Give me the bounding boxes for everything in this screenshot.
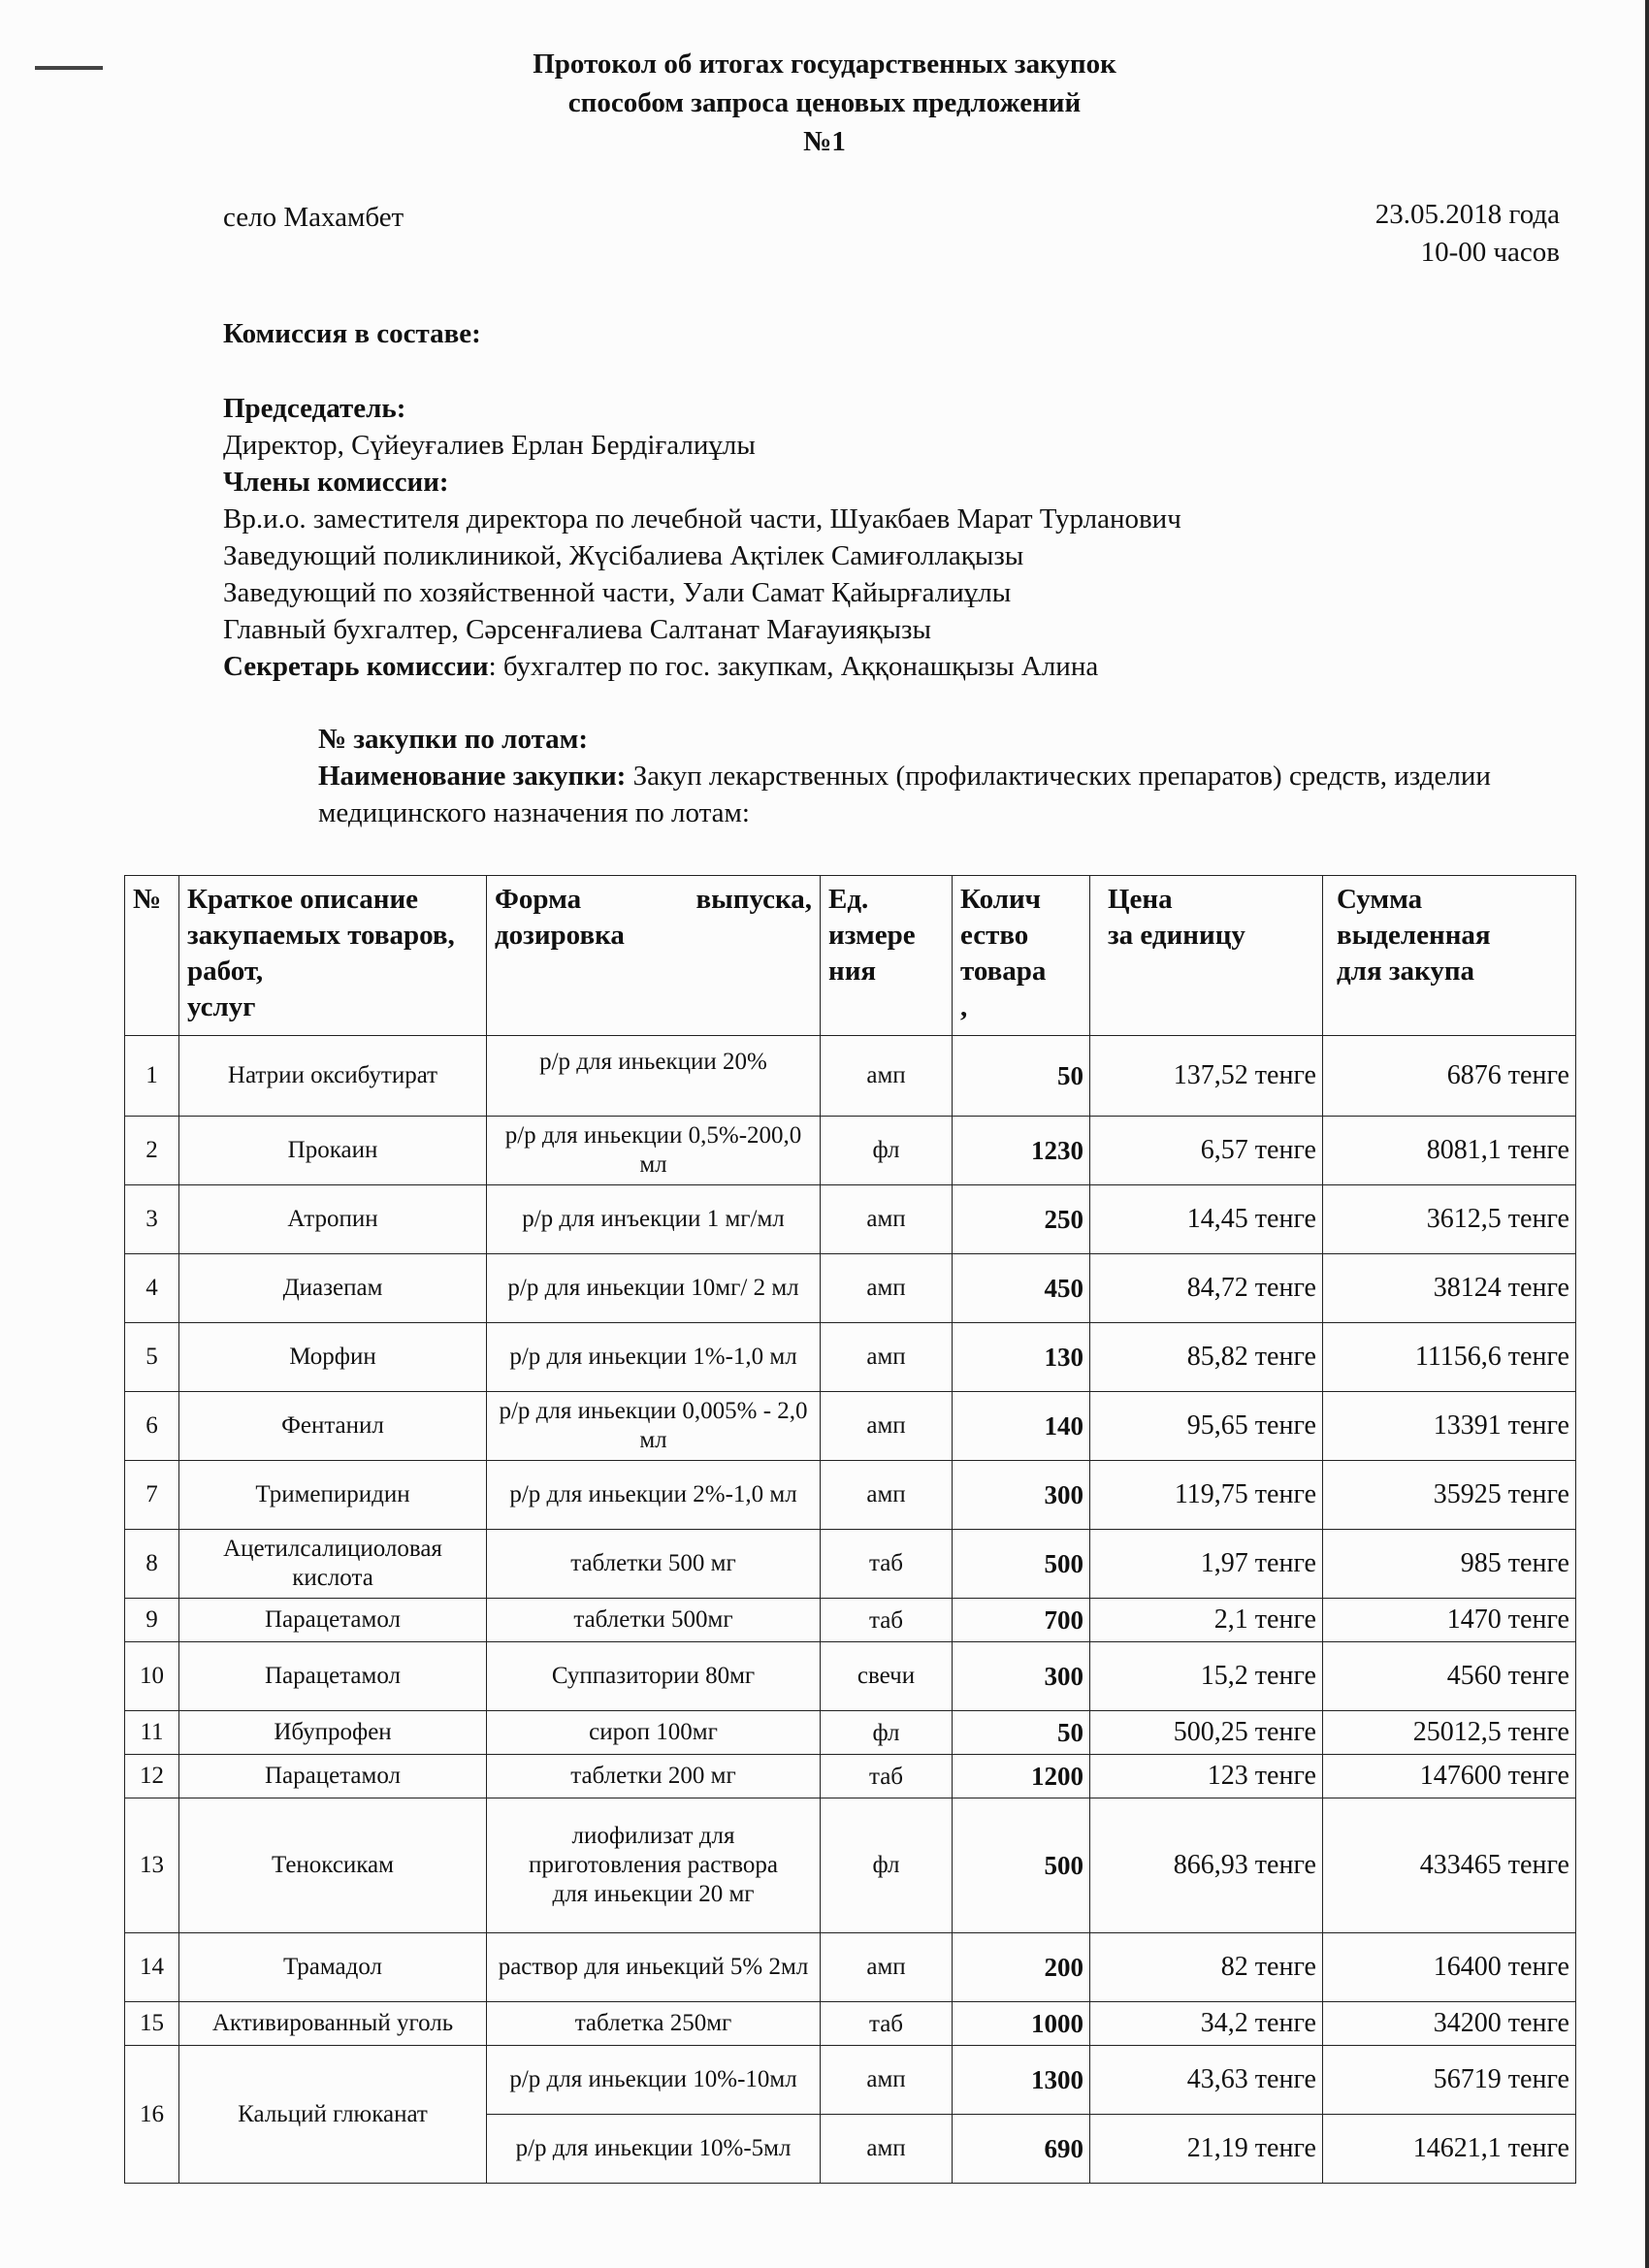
cell-sum: 38124 тенге [1323,1254,1576,1323]
table-row [125,1933,1576,2002]
header-line: ество [960,920,1029,951]
time: 10-00 часов [1420,237,1560,268]
chair: Директор, Сүйеуғалиев Ерлан Бердіғалиұлы [223,430,756,461]
table-row [125,1461,1576,1530]
member: Заведующий поликлиникой, Жүсібалиева Ақтілек Самиғоллақызы [223,540,1024,571]
cell-quantity: 200 [953,1933,1090,2002]
table-row [125,2002,1576,2046]
cell-form: сироп 100мг [487,1711,821,1755]
procurement-name [223,758,1560,831]
header-sum [1323,876,1576,1036]
lots-section [223,721,1560,831]
table-row [125,1254,1576,1323]
cell-form: р/р для иньекции 10%-10мл [487,2046,821,2115]
cell-num: 16 [125,2046,179,2184]
cell-num: 6 [125,1392,179,1461]
cell-name: Теноксикам [179,1798,487,1933]
cell-sum: 1470 тенге [1323,1599,1576,1642]
table-row [125,1036,1576,1117]
cell-num: 15 [125,2002,179,2046]
cell-price: 123 тенге [1090,1755,1323,1798]
cell-num: 13 [125,1798,179,1933]
cell-unit: фл [821,1711,953,1755]
header-line: Сумма [1337,884,1423,915]
cell-name: Активированный уголь [179,2002,487,2046]
cell-name: Кальций глюканат [179,2046,487,2184]
chair-label: Председатель: [223,393,406,424]
cell-sum: 147600 тенге [1323,1755,1576,1798]
cell-price: 137,52 тенге [1090,1036,1323,1117]
cell-name: Натрии оксибутират [179,1036,487,1117]
document-title [0,45,1649,161]
cell-name: Фентанил [179,1392,487,1461]
cell-sum: 433465 тенге [1323,1798,1576,1933]
cell-form: р/р для иньекции 1%-1,0 мл [487,1323,821,1392]
cell-price: 6,57 тенге [1090,1117,1323,1185]
cell-sum: 13391 тенге [1323,1392,1576,1461]
cell-quantity: 300 [953,1642,1090,1711]
cell-form: р/р для иньекции 10мг/ 2 мл [487,1254,821,1323]
header-line: закупаемых [187,920,340,951]
cell-price: 1,97 тенге [1090,1530,1323,1599]
cell-name: Парацетамол [179,1599,487,1642]
cell-price: 14,45 тенге [1090,1185,1323,1254]
header-line: Колич [960,884,1042,915]
cell-sum: 3612,5 тенге [1323,1185,1576,1254]
cell-unit: таб [821,1755,953,1798]
header-num: № [125,876,179,1036]
header-line: товаров, работ, [187,920,455,987]
place: село Махамбет [223,202,404,233]
cell-unit: амп [821,1461,953,1530]
cell-unit: фл [821,1117,953,1185]
table-row [125,1642,1576,1711]
cell-price: 95,65 тенге [1090,1392,1323,1461]
cell-num: 1 [125,1036,179,1117]
cell-unit: амп [821,1185,953,1254]
header-price [1090,876,1323,1036]
cell-num: 9 [125,1599,179,1642]
title-number: №1 [803,126,846,157]
cell-sum: 35925 тенге [1323,1461,1576,1530]
secretary-label: Секретарь комиссии [223,651,489,682]
cell-form: раствор для иньекций 5% 2мл [487,1933,821,2002]
cell-num: 4 [125,1254,179,1323]
table-row [125,2046,1576,2115]
members-label: Члены комиссии: [223,467,449,498]
cell-quantity: 130 [953,1323,1090,1392]
cell-quantity: 700 [953,1599,1090,1642]
date: 23.05.2018 года [1374,199,1560,230]
cell-form: р/р для иньекции 10%-5мл [487,2115,821,2184]
cell-price: 500,25 тенге [1090,1711,1323,1755]
table-row [125,1117,1576,1185]
header-line: Ед. [828,884,869,915]
cell-sum: 8081,1 тенге [1323,1117,1576,1185]
secretary [223,648,1581,685]
cell-name: Прокаин [179,1117,487,1185]
cell-num: 8 [125,1530,179,1599]
cell-num: 5 [125,1323,179,1392]
cell-price: 84,72 тенге [1090,1254,1323,1323]
cell-unit: амп [821,1933,953,2002]
cell-sum: 34200 тенге [1323,2002,1576,2046]
cell-quantity: 140 [953,1392,1090,1461]
cell-form: таблетки 500мг [487,1599,821,1642]
cell-sum: 14621,1 тенге [1323,2115,1576,2184]
commission-members [223,390,1581,685]
cell-name: Парацетамол [179,1642,487,1711]
header-line: для закупа [1337,956,1475,987]
cell-name: Ибупрофен [179,1711,487,1755]
table-row [125,1755,1576,1798]
cell-name: Трамадол [179,1933,487,2002]
date-time [1375,196,1560,272]
cell-unit: таб [821,1599,953,1642]
cell-num: 7 [125,1461,179,1530]
header-form [487,876,821,1036]
table-header-row [125,876,1576,1036]
cell-num: 14 [125,1933,179,2002]
title-line: способом запроса ценовых предложений [567,87,1082,118]
header-line: за единицу [1108,920,1245,951]
table-row [125,1599,1576,1642]
cell-quantity: 250 [953,1185,1090,1254]
member: Главный бухгалтер, Сәрсенғалиева Салтанат Мағауияқызы [223,614,931,645]
table-row [125,1530,1576,1599]
cell-price: 866,93 тенге [1090,1798,1323,1933]
cell-unit: амп [821,1036,953,1117]
cell-quantity: 1200 [953,1755,1090,1798]
title-line: Протокол об итогах государственных закупок [533,49,1116,80]
table-row [125,1798,1576,1933]
cell-unit: свечи [821,1642,953,1711]
cell-quantity: 450 [953,1254,1090,1323]
header-line: , [960,991,968,1022]
member: Вр.и.о. заместителя директора по лечебной части, Шуакбаев Марат Турланович [223,503,1181,535]
table-row [125,1392,1576,1461]
cell-num: 11 [125,1711,179,1755]
cell-price: 2,1 тенге [1090,1599,1323,1642]
cell-sum: 6876 тенге [1323,1036,1576,1117]
cell-unit: амп [821,2115,953,2184]
cell-price: 43,63 тенге [1090,2046,1323,2115]
cell-name: Ацетилсалициоловая кислота [179,1530,487,1599]
header-line: Краткое описание [187,884,419,915]
member: Заведующий по хозяйственной части, Уали Самат Қайырғалиұлы [223,577,1012,608]
cell-num: 2 [125,1117,179,1185]
header-line: услуг [187,991,256,1022]
cell-quantity: 1000 [953,2002,1090,2046]
cell-sum: 25012,5 тенге [1323,1711,1576,1755]
header-line: Форма выпуска, [495,884,812,915]
cell-unit: амп [821,1392,953,1461]
commission-heading: Комиссия в составе: [223,318,481,349]
cell-form: Суппазитории 80мг [487,1642,821,1711]
cell-quantity: 500 [953,1798,1090,1933]
cell-form: таблетка 250мг [487,2002,821,2046]
cell-num: 10 [125,1642,179,1711]
cell-unit: таб [821,1530,953,1599]
cell-quantity: 500 [953,1530,1090,1599]
cell-form: р/р для иньекции 2%-1,0 мл [487,1461,821,1530]
cell-num: 12 [125,1755,179,1798]
table-row [125,1185,1576,1254]
lot-number-label: № закупки по лотам: [318,724,589,755]
header-description [179,876,487,1036]
procurement-name-label: Наименование закупки: [318,761,627,792]
cell-quantity: 300 [953,1461,1090,1530]
cell-quantity: 50 [953,1036,1090,1117]
cell-price: 85,82 тенге [1090,1323,1323,1392]
header-line: ния [828,956,877,987]
cell-num: 3 [125,1185,179,1254]
cell-form: р/р для инъекции 1 мг/мл [487,1185,821,1254]
cell-price: 82 тенге [1090,1933,1323,2002]
cell-unit: фл [821,1798,953,1933]
cell-form: р/р для иньекции 20% [487,1036,821,1117]
cell-sum: 4560 тенге [1323,1642,1576,1711]
secretary-value: : бухгалтер по гос. закупкам, Аққонашқызы Алина [488,651,1099,682]
cell-name: Диазепам [179,1254,487,1323]
cell-quantity: 50 [953,1711,1090,1755]
cell-unit: таб [821,2002,953,2046]
cell-sum: 985 тенге [1323,1530,1576,1599]
table-row [125,1323,1576,1392]
cell-form: лиофилизат для приготовления раствора для иньекции 20 мг [487,1798,821,1933]
cell-price: 119,75 тенге [1090,1461,1323,1530]
header-line: товара [960,956,1047,987]
procurement-name-value: Закуп лекарственных (профилактических препаратов) средств, изделии медицинского назначения по лотам: [318,761,1491,828]
table-row [125,1711,1576,1755]
header-line: измере [828,920,916,951]
scan-edge [1645,0,1649,2268]
header-quantity [953,876,1090,1036]
cell-unit: амп [821,1323,953,1392]
cell-price: 15,2 тенге [1090,1642,1323,1711]
cell-form: таблетки 500 мг [487,1530,821,1599]
cell-sum: 11156,6 тенге [1323,1323,1576,1392]
header-line: выделенная [1337,920,1491,951]
cell-form: р/р для иньекции 0,005% - 2,0 мл [487,1392,821,1461]
cell-name: Парацетамол [179,1755,487,1798]
header-unit [821,876,953,1036]
cell-unit: амп [821,2046,953,2115]
cell-name: Атропин [179,1185,487,1254]
lots-table [124,875,1576,2184]
cell-name: Морфин [179,1323,487,1392]
header-line: дозировка [495,920,625,951]
cell-name: Тримепиридин [179,1461,487,1530]
cell-quantity: 690 [953,2115,1090,2184]
cell-form: таблетки 200 мг [487,1755,821,1798]
cell-sum: 16400 тенге [1323,1933,1576,2002]
header-line: Цена [1108,884,1173,915]
cell-sum: 56719 тенге [1323,2046,1576,2115]
cell-unit: амп [821,1254,953,1323]
cell-quantity: 1230 [953,1117,1090,1185]
cell-price: 21,19 тенге [1090,2115,1323,2184]
cell-quantity: 1300 [953,2046,1090,2115]
cell-form: р/р для иньекции 0,5%-200,0 мл [487,1117,821,1185]
cell-price: 34,2 тенге [1090,2002,1323,2046]
